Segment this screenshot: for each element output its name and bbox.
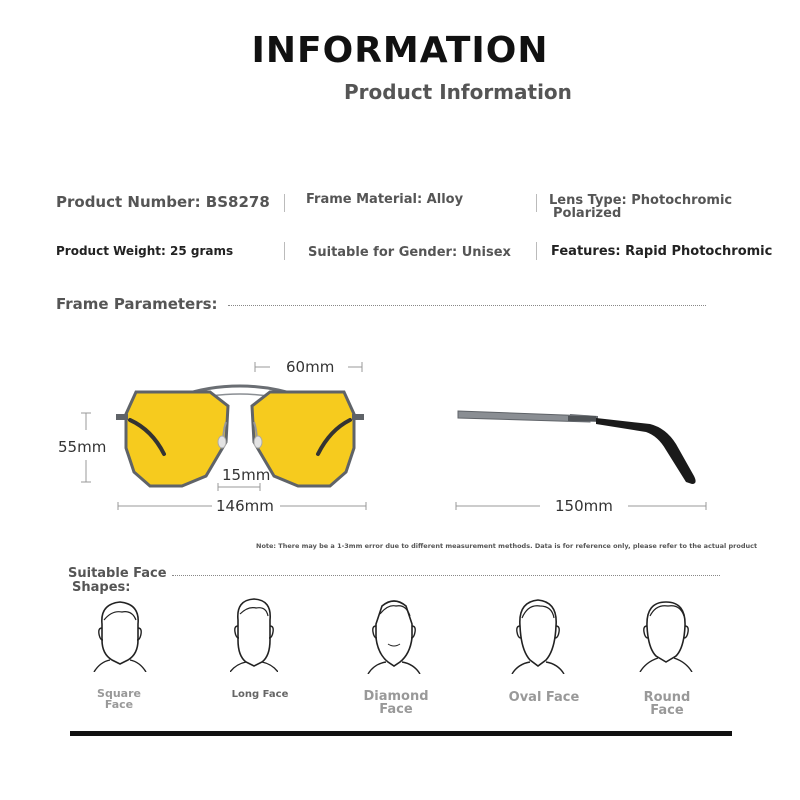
- face-label-square: Square Face: [97, 687, 141, 711]
- dimension-lens-height: 55mm: [58, 438, 107, 456]
- bottom-divider: [70, 731, 732, 736]
- dimension-bridge-width: 60mm: [286, 358, 335, 376]
- round-face-icon: [638, 596, 694, 672]
- face-label-long: Long Face: [231, 689, 289, 700]
- dimension-total-width: 146mm: [216, 497, 274, 515]
- face-shapes-label: Suitable Face: [68, 566, 167, 581]
- diamond-face-icon: [366, 594, 422, 674]
- dimension-temple-length: 150mm: [555, 497, 613, 515]
- page-subtitle: Product Information: [344, 80, 572, 104]
- spec-lens-type: Lens Type: Photochromic: [549, 193, 733, 208]
- dotted-leader: [172, 575, 720, 576]
- spec-product-weight: Product Weight: 25 grams: [56, 244, 234, 258]
- frame-parameters-label: Frame Parameters:: [56, 295, 218, 313]
- face-shapes-label-second-line: Shapes:: [72, 580, 131, 595]
- face-label-oval: Oval Face: [508, 690, 580, 705]
- oval-face-icon: [510, 596, 566, 674]
- spec-frame-material: Frame Material: Alloy: [306, 192, 464, 207]
- long-face-icon: [230, 596, 278, 672]
- square-face-icon: [92, 598, 148, 672]
- spec-lens-type-second-line: Polarized: [553, 206, 622, 221]
- face-label-round: Round Face: [643, 690, 691, 718]
- measurement-note: Note: There may be a 1-3mm error due to different measurement methods. Data is for reference only, please refer to the actual product: [256, 542, 758, 550]
- glasses-side-view: [450, 400, 720, 500]
- spec-features: Features: Rapid Photochromic: [551, 244, 773, 259]
- face-label-diamond: Diamond Face: [363, 689, 429, 717]
- spec-product-number: Product Number: BS8278: [56, 193, 270, 211]
- page-title: INFORMATION: [251, 30, 549, 71]
- spec-gender: Suitable for Gender: Unisex: [308, 245, 511, 260]
- dimension-nose-bridge: 15mm: [222, 466, 271, 484]
